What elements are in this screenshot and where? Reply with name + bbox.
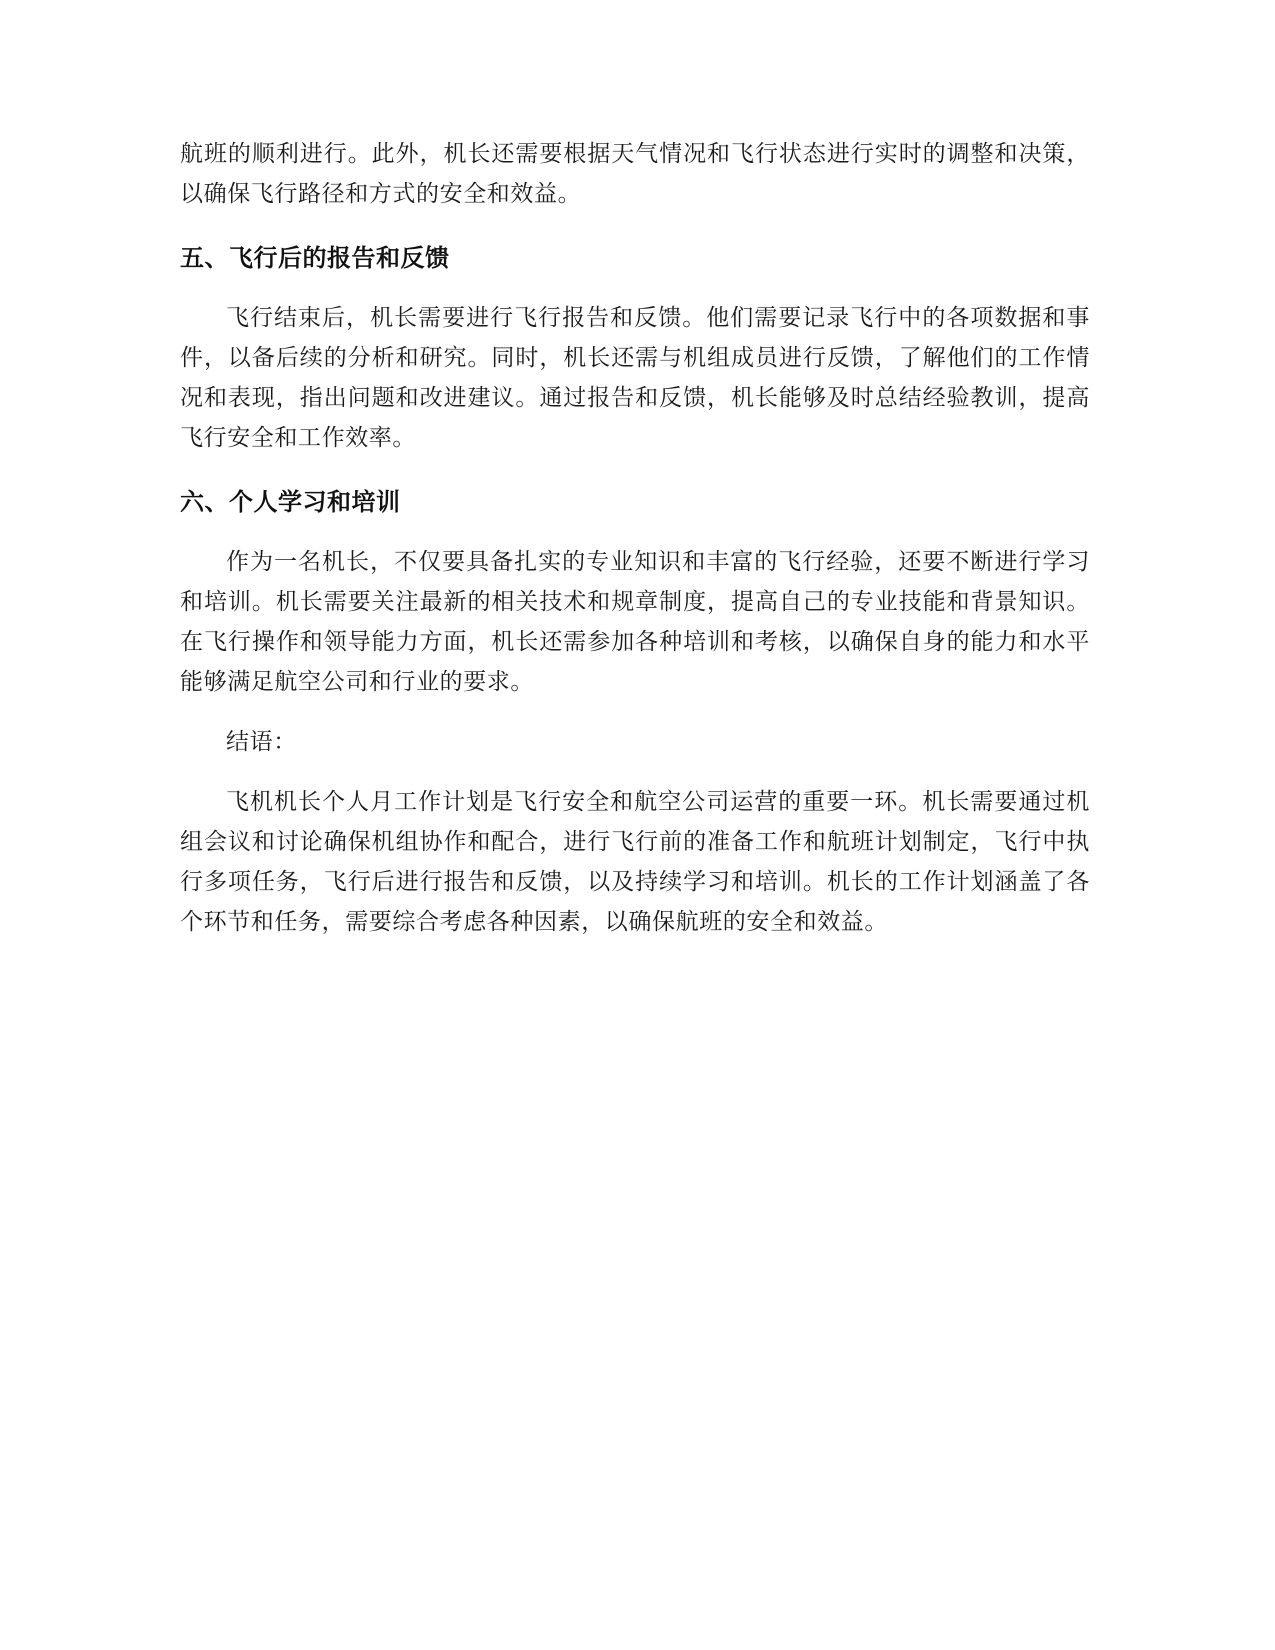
spacer	[180, 278, 1090, 298]
spacer	[180, 702, 1090, 722]
intro-continuation-paragraph: 航班的顺利进行。此外，机长还需要根据天气情况和飞行状态进行实时的调整和决策，以确保飞行路径和方式的安全和效益。	[180, 141, 1090, 207]
spacer	[180, 214, 1090, 238]
spacer	[180, 458, 1090, 482]
conclusion-paragraph: 飞机机长个人月工作计划是飞行安全和航空公司运营的重要一环。机长需要通过机组会议和讨论确保机组协作和配合，进行飞行前的准备工作和航班计划制定，飞行中执行多项任务，飞行后进行报告和反馈，以及持续学习和培训。机长的工作计划涵盖了各个环节和任务，需要综合考虑各种因素，以确保航班的安全和效益。	[180, 789, 1090, 935]
section-heading-learning-training: 六、个人学习和培训	[180, 488, 401, 516]
conclusion-label: 结语：	[226, 729, 297, 755]
section-paragraph-learning-training: 作为一名机长，不仅要具备扎实的专业知识和丰富的飞行经验，还要不断进行学习和培训。机长需要关注最新的相关技术和规章制度，提高自己的专业技能和背景知识。在飞行操作和领导能力方面，机长还需参加各种培训和考核，以确保自身的能力和水平能够满足航空公司和行业的要求。	[180, 549, 1090, 695]
spacer	[180, 522, 1090, 542]
spacer	[180, 762, 1090, 782]
section-heading-report-feedback: 五、飞行后的报告和反馈	[180, 244, 450, 272]
section-paragraph-report-feedback: 飞行结束后，机长需要进行飞行报告和反馈。他们需要记录飞行中的各项数据和事件，以备后续的分析和研究。同时，机长还需与机组成员进行反馈，了解他们的工作情况和表现，指出问题和改进建议。通过报告和反馈，机长能够及时总结经验教训，提高飞行安全和工作效率。	[180, 305, 1090, 451]
document-body	[180, 134, 1090, 942]
